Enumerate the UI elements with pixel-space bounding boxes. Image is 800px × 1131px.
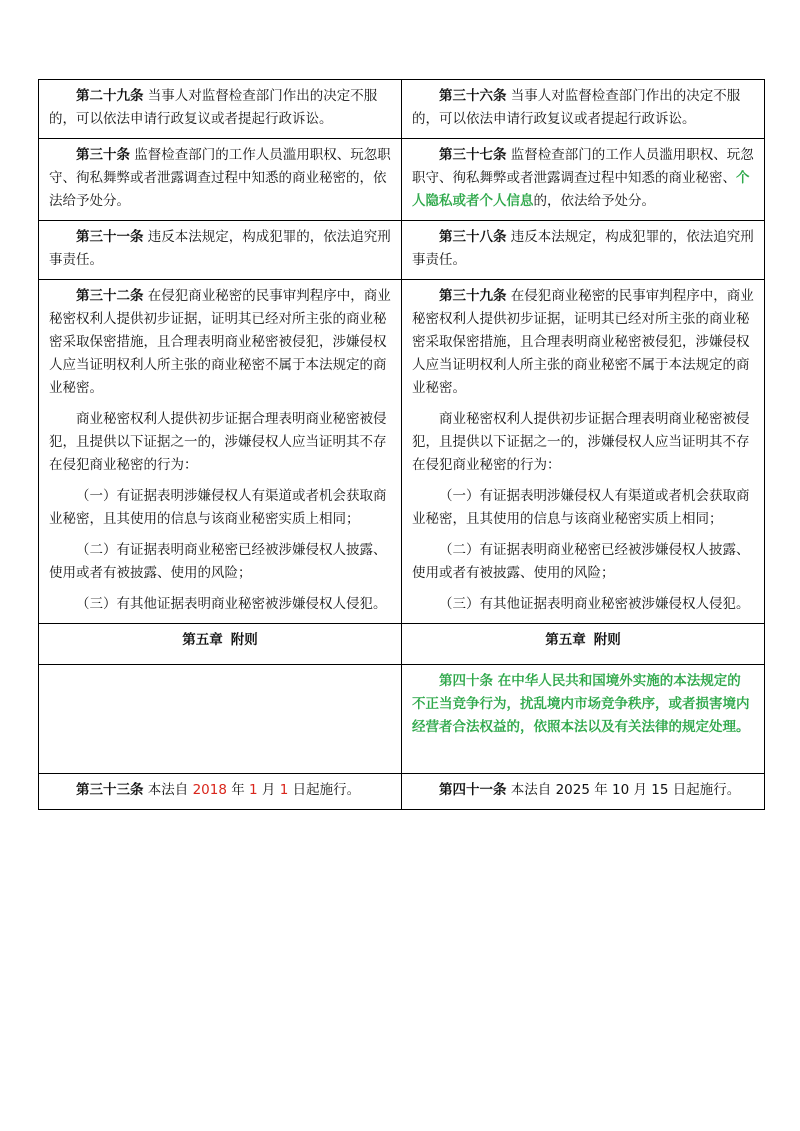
old-article-29: 第二十九条 当事人对监督检查部门作出的决定不服的，可以依法申请行政复议或者提起行政诉讼。	[39, 80, 402, 139]
table-row	[39, 280, 765, 624]
empty-cell	[39, 665, 402, 774]
added-text-highlight: 个人隐私或者个人信息	[412, 170, 750, 209]
table-row	[39, 221, 765, 280]
changed-day: 1	[279, 782, 289, 798]
table-row	[39, 665, 765, 774]
new-article-39: 第三十九条 在侵犯商业秘密的民事审判程序中，商业秘密权利人提供初步证据，证明其已经对所主张的商业秘密采取保密措施，且合理表明商业秘密被侵犯，涉嫌侵权人应当证明权利人所主张的商业秘密不属于本法规定的商业秘密。 商业秘密权利人提供初步证据合理表明商业秘密被侵犯，且提供以下证据之一的，涉嫌侵权人应当证明其不存在侵犯商业秘密的行为： （一）有证据表明涉嫌侵权人有渠道或者机会获取商业秘密，且其使用的信息与该商业秘密实质上相同； （二）有证据表明商业秘密已经被涉嫌侵权人披露、使用或者有被披露、使用的风险； （三）有其他证据表明商业秘密被涉嫌侵权人侵犯。	[402, 280, 765, 624]
old-article-30: 第三十条 监督检查部门的工作人员滥用职权、玩忽职守、徇私舞弊或者泄露调查过程中知悉的商业秘密的，依法给予处分。	[39, 139, 402, 221]
old-article-31: 第三十一条 违反本法规定，构成犯罪的，依法追究刑事责任。	[39, 221, 402, 280]
old-chapter-heading: 第五章 附则	[39, 624, 402, 665]
table-row	[39, 80, 765, 139]
chapter-row	[39, 624, 765, 665]
comparison-table	[38, 79, 765, 810]
table-row	[39, 139, 765, 221]
old-article-32: 第三十二条 在侵犯商业秘密的民事审判程序中，商业秘密权利人提供初步证据，证明其已经对所主张的商业秘密采取保密措施，且合理表明商业秘密被侵犯，涉嫌侵权人应当证明权利人所主张的商业秘密不属于本法规定的商业秘密。 商业秘密权利人提供初步证据合理表明商业秘密被侵犯，且提供以下证据之一的，涉嫌侵权人应当证明其不存在侵犯商业秘密的行为： （一）有证据表明涉嫌侵权人有渠道或者机会获取商业秘密，且其使用的信息与该商业秘密实质上相同； （二）有证据表明商业秘密已经被涉嫌侵权人披露、使用或者有被披露、使用的风险； （三）有其他证据表明商业秘密被涉嫌侵权人侵犯。	[39, 280, 402, 624]
new-article-41: 第四十一条 本法自 2025 年 10 月 15 日起施行。	[402, 774, 765, 810]
changed-month: 1	[249, 782, 258, 798]
new-article-40: 第四十条 在中华人民共和国境外实施的本法规定的不正当竞争行为，扰乱境内市场竞争秩序，或者损害境内经营者合法权益的，依照本法以及有关法律的规定处理。	[402, 665, 765, 774]
new-chapter-heading: 第五章 附则	[402, 624, 765, 665]
new-article-38: 第三十八条 违反本法规定，构成犯罪的，依法追究刑事责任。	[402, 221, 765, 280]
new-article-37: 第三十七条 监督检查部门的工作人员滥用职权、玩忽职守、徇私舞弊或者泄露调查过程中知悉的商业秘密、个人隐私或者个人信息的，依法给予处分。	[402, 139, 765, 221]
new-article-36: 第三十六条 当事人对监督检查部门作出的决定不服的，可以依法申请行政复议或者提起行政诉讼。	[402, 80, 765, 139]
changed-year: 2018	[192, 782, 227, 798]
old-article-33: 第三十三条 本法自 2018 年 1 月 1 日起施行。	[39, 774, 402, 810]
table-row	[39, 774, 765, 810]
